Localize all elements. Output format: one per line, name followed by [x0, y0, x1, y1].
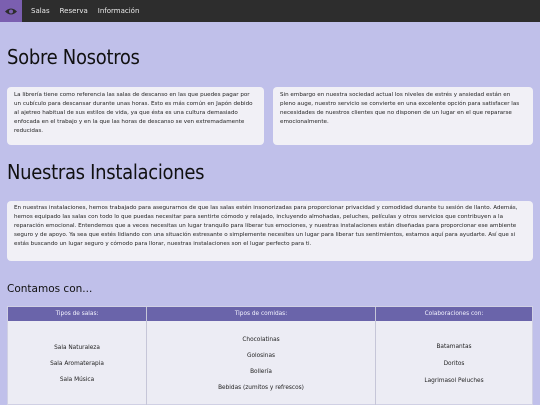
table-cell: Sala Naturaleza — [54, 344, 100, 351]
table-cell: Lagrimasol Peluches — [424, 377, 484, 384]
column-body — [147, 321, 375, 405]
about-title: Sobre Nosotros — [7, 45, 140, 69]
table-column-colaboraciones — [376, 307, 532, 405]
table-cell: Sala Música — [59, 376, 95, 383]
facilities-paragraph: En nuestras instalaciones, hemos trabajado para asegurarnos de que las salas estén insonorizadas para proporcionar privacidad y comodidad durante tu sesión de llanto. Además, hemos equipado las salas con todo lo que puedas necesitar para sentirte cómodo y relajado, incluyendo almohadas, peluches, películas y otros servicios que contribuyen a la reparación emocional. Entendemos que a veces necesitas un lugar tranquilo para liberar tus emociones, y nuestras instalaciones están diseñadas para proporcionar ese ambiente seguro y de apoyo. Ya sea que estés lidiando con una situación estresante o simplemente necesites un lugar para liberar tus sentimientos, estamos aquí para ayudarte. Así que si estás buscando un lugar seguro y cómodo para llorar, nuestras instalaciones son el lugar perfecto para ti. — [14, 205, 518, 247]
table-cell: Chocolatinas — [242, 336, 280, 343]
facilities-title: Nuestras Instalaciones — [7, 160, 205, 184]
nav-link-reserva[interactable]: Reserva — [59, 7, 88, 15]
table-cell: Batamantas — [436, 343, 472, 350]
table-cell: Golosinas — [246, 352, 276, 359]
about-paragraph-1: La librería tiene como referencia las salas de descanso en las que puedes pagar por un cubículo para descansar durante unas horas. Esto es más común en Japón debido al ajetreo habitual de sus estilos de vida, ya que ésta es una cultura demasiado enfocada en el trabajo y en la que las horas de descanso se ven extremadamente reducidas. — [14, 92, 253, 135]
about-card-left — [7, 87, 264, 145]
table-column-salas — [8, 307, 147, 405]
offer-title: Contamos con... — [7, 283, 93, 295]
table-cell: Sala Aromaterapia — [50, 360, 104, 367]
logo[interactable] — [0, 0, 22, 22]
column-header: Tipos de salas: — [8, 307, 146, 321]
about-paragraph-2: Sin embargo en nuestra sociedad actual los niveles de estrés y ansiedad están en pleno auge, nuestro servicio se convierte en una excelente opción para satisfacer las necesidades de nuestros clientes que no disponen de un lugar en el que repararse emocionalmente. — [280, 92, 520, 126]
eye-icon — [4, 7, 18, 16]
table-column-comidas — [147, 307, 376, 405]
top-navbar — [0, 0, 540, 22]
column-body — [376, 321, 532, 405]
table-cell: Bollería — [250, 368, 272, 375]
column-header: Tipos de comidas: — [147, 307, 375, 321]
column-header: Colaboraciones con: — [376, 307, 532, 321]
offer-table — [7, 306, 533, 405]
nav-link-salas[interactable]: Salas — [31, 7, 50, 15]
table-cell: Bebidas (zumitos y refrescos) — [218, 384, 304, 391]
column-body — [8, 321, 146, 405]
facilities-card — [7, 201, 533, 261]
table-cell: Doritos — [443, 360, 465, 367]
nav-link-informacion[interactable]: Información — [97, 7, 140, 15]
about-card-right — [273, 87, 533, 145]
